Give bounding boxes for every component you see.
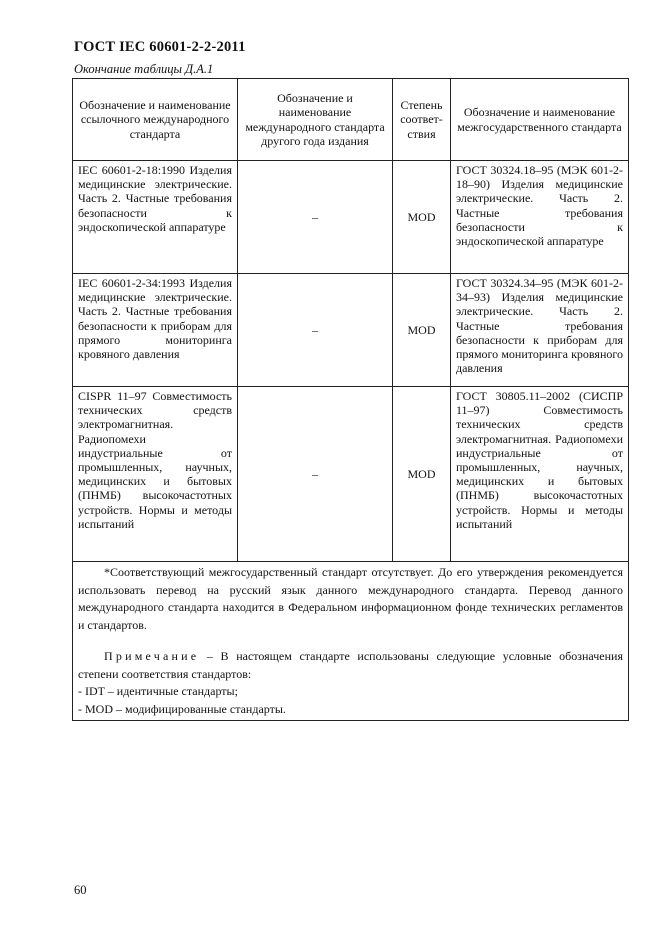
reference-standard-text: IEC 60601-2-34:1993 Изделия медицинские электрические. Часть 2. Частные требования безопасности к приборам для прямого мониторинга кровяного давления — [78, 276, 232, 362]
note-item-idt: - IDT – идентичные стандарты; — [78, 684, 238, 698]
degree-cell: MOD — [393, 387, 451, 562]
column-header-degree: Степень соответ-ствия — [393, 79, 451, 161]
reference-standard-cell — [73, 274, 238, 387]
reference-standard-cell — [73, 387, 238, 562]
note-item-mod: - MOD – модифицированные стандарты. — [78, 701, 286, 716]
footnote: *Соответствующий межгосударственный стандарт отсутствует. До его утверждения рекомендуется использовать перевод на русский язык данного международного стандарта. Перевод данного международного стандарта находится в Федеральном информационном фонде технических регламентов и стандартов. — [78, 565, 623, 632]
other-year-cell: – — [238, 274, 393, 387]
page-number: 60 — [74, 883, 87, 897]
interstate-standard-text: ГОСТ 30324.18–95 (МЭК 601-2-18–90) Изделия медицинские электрические. Часть 2. Частные требования безопасности к эндоскопической аппаратуре — [456, 163, 623, 249]
other-year-cell: – — [238, 387, 393, 562]
table-row — [73, 387, 629, 562]
reference-standard-text: IEC 60601-2-18:1990 Изделия медицинские электрические. Часть 2. Частные требования безопасности к эндоскопической аппаратуре — [78, 163, 232, 234]
table-row — [73, 274, 629, 387]
interstate-standard-text: ГОСТ 30324.34–95 (МЭК 601-2-34–93) Изделия медицинские электрические. Часть 2. Частные требования безопасности к приборам для прямого мониторинга кровяного давления — [456, 276, 623, 376]
table-notes-cell — [73, 562, 629, 721]
interstate-standard-text: ГОСТ 30805.11–2002 (СИСПР 11–97) Совместимость технических средств электромагнитная. Радиопомехи индустриальные от промышленных, научных, медицинских и бытовых (ПНМБ) высокочастотных устройств. Нормы и методы испытаний — [456, 389, 623, 531]
column-header-interstate: Обозначение и наименование межгосударственного стандарта — [451, 79, 629, 161]
table-footer-row — [73, 562, 629, 721]
degree-cell: MOD — [393, 161, 451, 274]
column-header-reference: Обозначение и наименование ссылочного международного стандарта — [73, 79, 238, 161]
reference-standard-text: CISPR 11–97 Совместимость технических средств электромагнитная. Радиопомехи индустриальные от промышленных, научных, медицинских и бытовых (ПНМБ) высокочастотных устройств. Нормы и методы испытаний — [78, 389, 232, 531]
interstate-standard-cell — [451, 387, 629, 562]
interstate-standard-cell — [451, 161, 629, 274]
other-year-cell: – — [238, 161, 393, 274]
interstate-standard-cell — [451, 274, 629, 387]
column-header-other-year: Обозначение и наименование международного стандарта другого года издания — [238, 79, 393, 161]
degree-cell: MOD — [393, 274, 451, 387]
table-caption: Окончание таблицы Д.А.1 — [74, 62, 214, 76]
note-text: – В настоящем стандарте использованы следующие условные обозначения степени соответствия стандартов: — [78, 649, 623, 681]
standards-table — [72, 78, 629, 721]
reference-standard-cell — [73, 161, 238, 274]
document-title: ГОСТ IEC 60601-2-2-2011 — [74, 39, 246, 55]
table-header-row — [73, 79, 629, 161]
note-paragraph — [78, 648, 623, 683]
table-row — [73, 161, 629, 274]
note-heading: Примечание — [104, 649, 200, 663]
